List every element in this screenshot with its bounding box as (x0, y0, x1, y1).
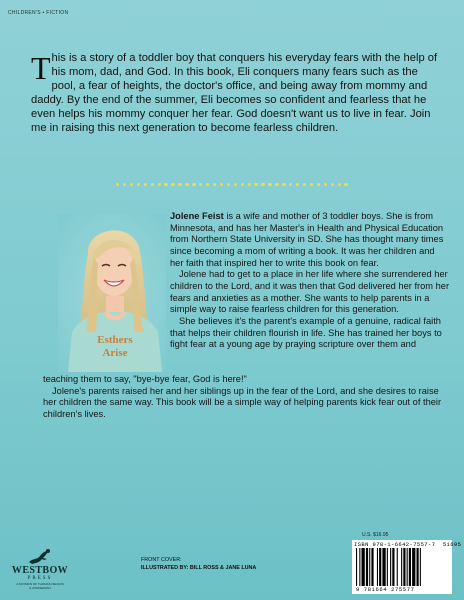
publisher-division-1: A DIVISION OF THOMAS NELSON (16, 582, 64, 586)
drop-cap: T (31, 50, 51, 86)
credits-line-1: FRONT COVER: (141, 557, 182, 563)
bio-paragraph-2: Jolene had to get to a place in her life where she surrendered her children to the Lord, and it was then that God delivered her from her fears and anxieties as a mother. She wants to help parents in a simple way to raise fearless children for this generation. (170, 269, 450, 315)
author-bio-lower (43, 374, 450, 421)
category-label: CHILDREN'S • FICTION (8, 10, 69, 16)
isbn-label: ISBN 978-1-6642-7557-7 51695 (354, 541, 462, 548)
author-bio-upper (170, 211, 450, 351)
runner-icon (27, 548, 53, 566)
isbn-barcode (352, 540, 462, 594)
price: U.S. $16.95 (362, 532, 389, 538)
shirt-text-line1: Esthers (97, 334, 133, 346)
blurb (31, 52, 441, 135)
blurb-text: his is a story of a toddler boy that conquers his everyday fears with the help of his mom, dad, and God. In this book, Eli conquers many fears such as the pool, a fear of heights, the doctor's office, and being away from mommy and daddy. By the end of the summer, Eli becomes so confident and fearless that he even helps his mommy conquer her fear. God doesn't want us to live in fear. Join me in raising this next generation to become fearless children. (31, 52, 438, 134)
bio-paragraph-1: Jolene Feist is a wife and mother of 3 toddler boys. She is from Minnesota, and has her Master's in Health and Physical Education from Northern State University in SD. She has thought many times since becoming a mom of writing a book. It was her children and her faith that inspired her to write this book on fear. (170, 211, 444, 268)
barcode-number: 9 781664 275577 (356, 586, 415, 593)
credits-line-2: ILLUSTRATED BY: BILL ROSS & JANE LUNA (141, 565, 257, 571)
publisher-logo (8, 548, 72, 590)
publisher-press: PRESS (27, 576, 53, 581)
bio-paragraph-4: Jolene's parents raised her and her siblings up in the fear of the Lord, and she desires to raise her children the same way. This book will be a simple way of helping parents kick fear out of their children's lives. (43, 385, 442, 419)
author-name: Jolene Feist (170, 211, 224, 221)
barcode-bars (356, 548, 448, 586)
publisher-division-2: & ZONDERVAN (29, 586, 51, 590)
cover-credits (141, 556, 256, 572)
shirt-text-line2: Arise (102, 347, 128, 359)
dot-divider (116, 183, 348, 186)
bio-paragraph-3a: She believes it's the parent's example of a genuine, radical faith that helps their children flourish in life. She has trained her boys to fight fear at a young age by praying scripture over them and (170, 315, 442, 350)
author-photo (58, 214, 166, 372)
bio-paragraph-3b: teaching them to say, "bye-bye fear, God is here!" (43, 374, 247, 384)
publisher-name: WESTBOW (11, 565, 69, 576)
